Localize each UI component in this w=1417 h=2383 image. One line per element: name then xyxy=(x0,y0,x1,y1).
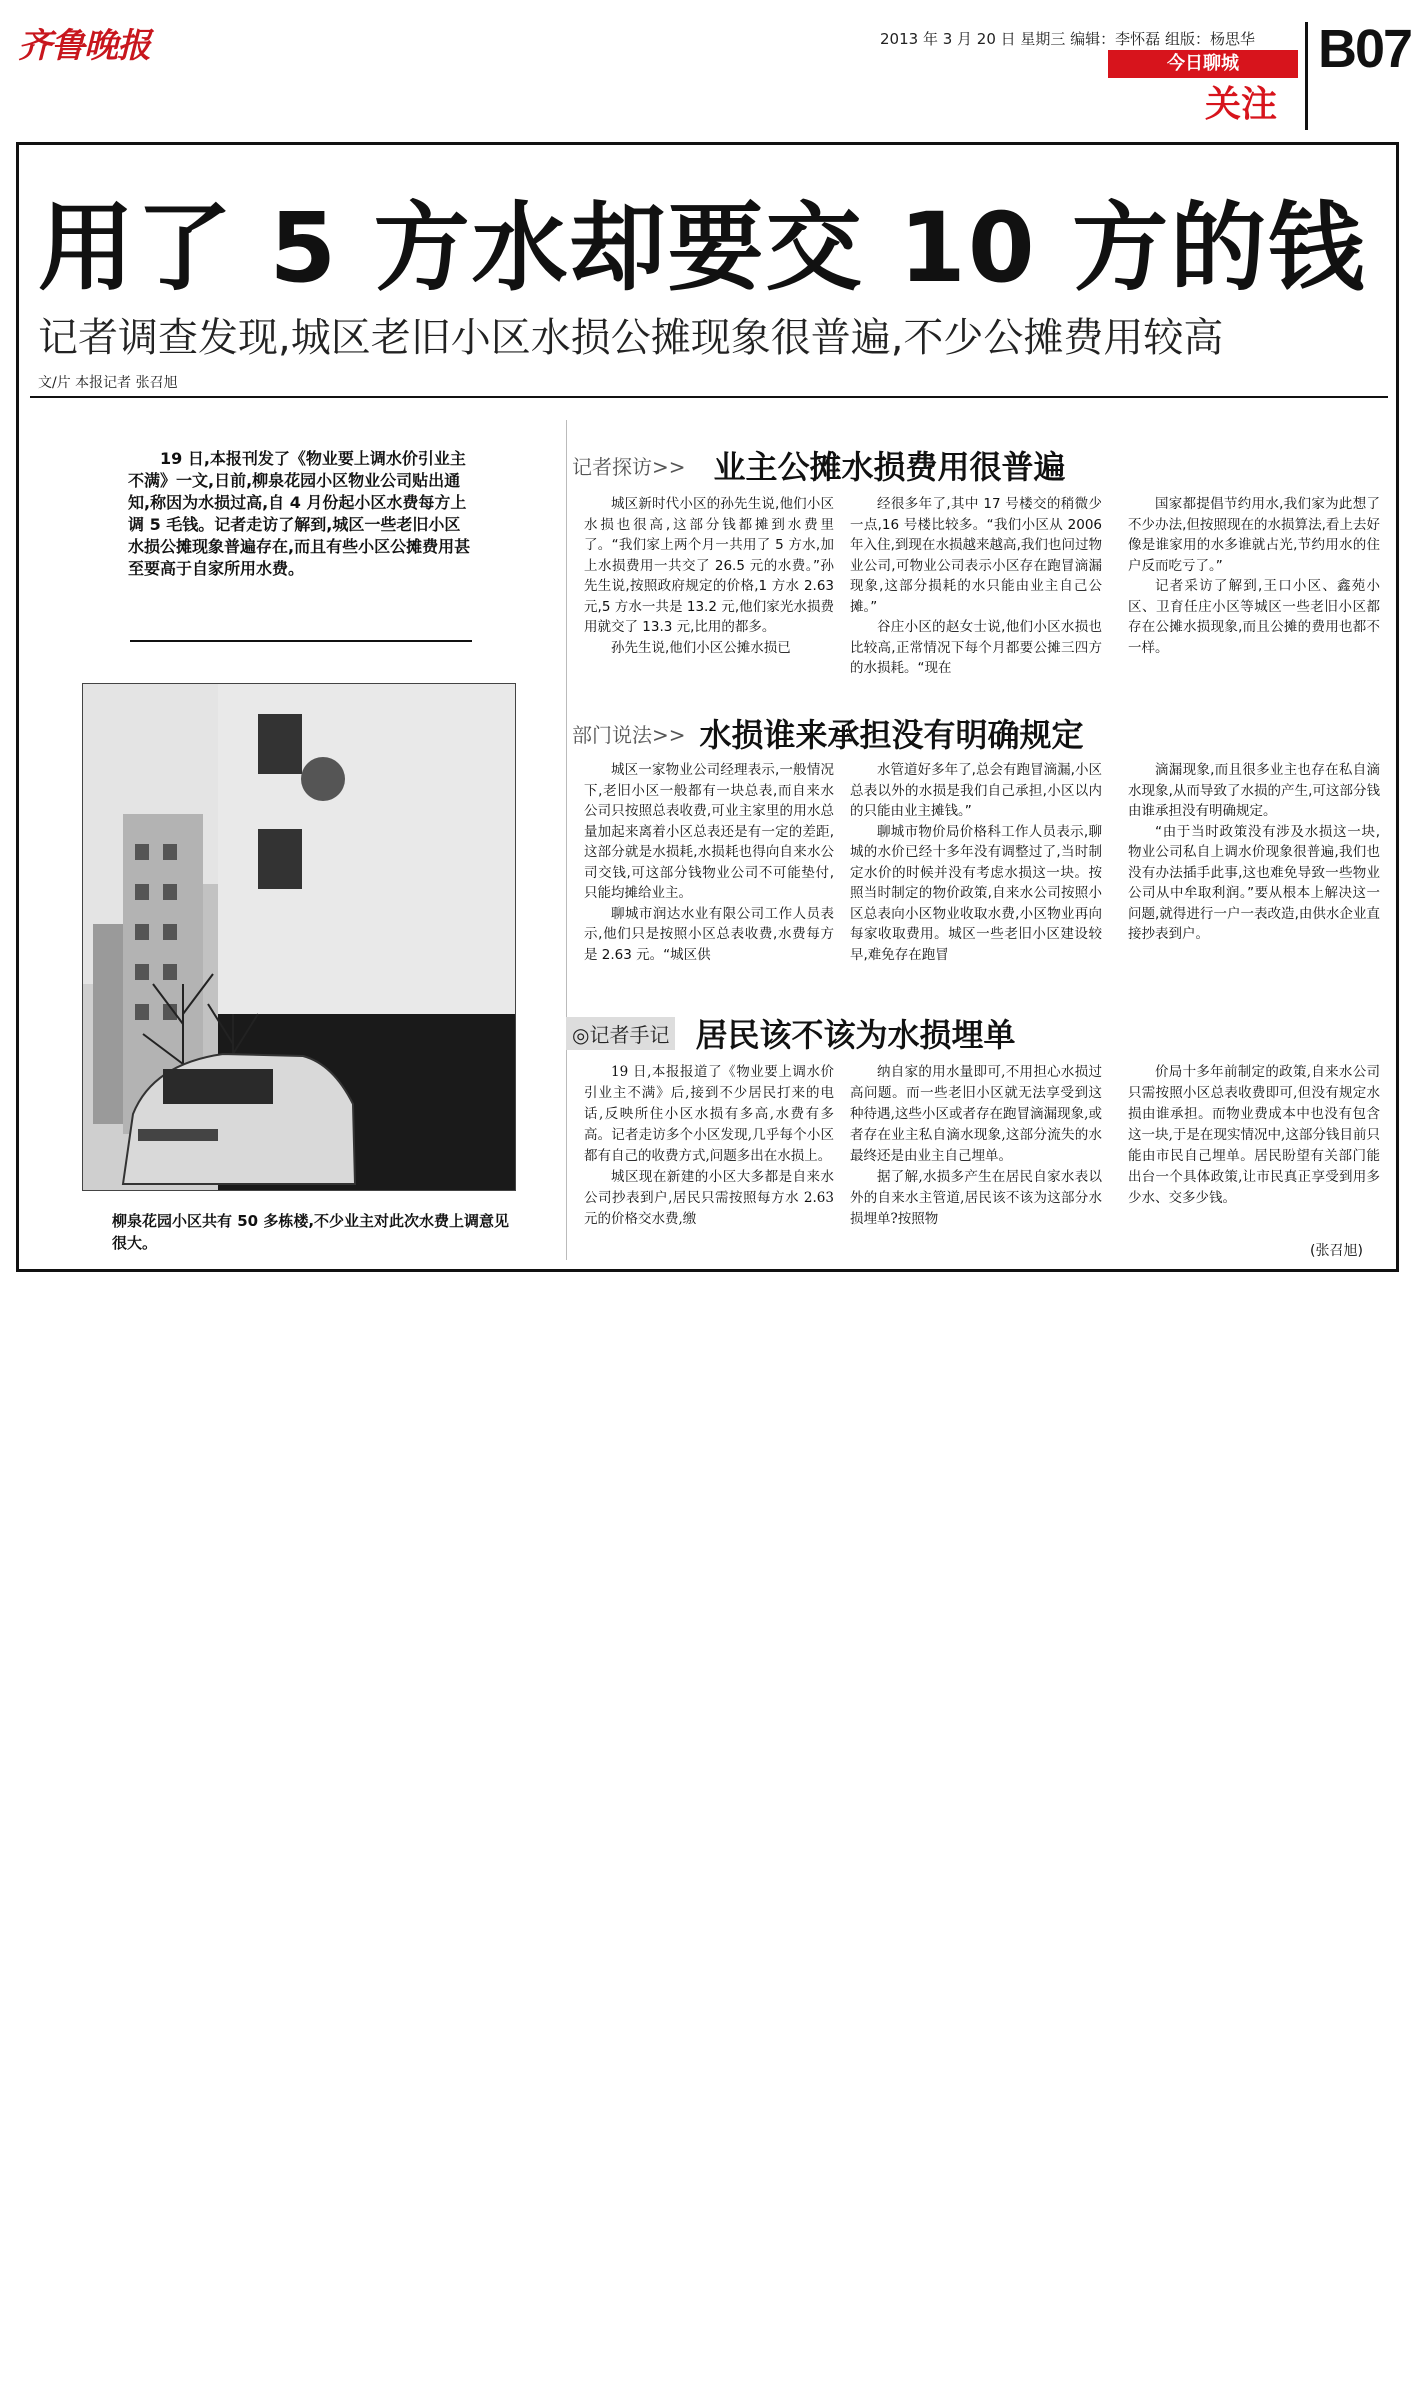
divider xyxy=(1305,22,1308,130)
byline: 文/片 本报记者 张召旭 xyxy=(38,375,178,391)
paragraph: 经很多年了,其中 17 号楼交的稍微少一点,16 号楼比较多。“我们小区从 2006 年入住,到现在水损越来越高,我们也问过物业公司,可物业公司表示小区存在跑冒滴漏现象,这部分损耗的水只能由业主自己公摊。” xyxy=(850,496,1102,615)
article-column xyxy=(584,1062,834,1230)
section-label: 今日聊城 xyxy=(1108,50,1298,78)
section-heading-1 xyxy=(572,442,1066,488)
article-column xyxy=(850,760,1102,965)
paragraph: 记者采访了解到,王口小区、鑫苑小区、卫育任庄小区等城区一些老旧小区都存在公摊水损现象,而且公摊的费用也都不一样。 xyxy=(1128,578,1380,656)
subheadline: 记者调查发现,城区老旧小区水损公摊现象很普遍,不少公摊费用较高 xyxy=(38,315,1224,361)
section-heading-3 xyxy=(566,1010,1015,1056)
section-title: 水损谁来承担没有明确规定 xyxy=(699,716,1084,754)
paragraph: 国家都提倡节约用水,我们家为此想了不少办法,但按照现在的水损算法,看上去好像是谁家用的水多谁就占光,节约用水的住户反而吃亏了。” xyxy=(1128,496,1380,574)
article-column xyxy=(584,494,834,658)
section-heading-2 xyxy=(572,710,1084,756)
article-photo xyxy=(82,683,516,1191)
signoff: (张召旭) xyxy=(1310,1243,1363,1259)
dateline: 2013 年 3 月 20 日 星期三 编辑：李怀磊 组版：杨思华 xyxy=(880,30,1255,48)
paragraph: 据了解,水损多产生在居民自家水表以外的自来水主管道,居民该不该为这部分水损埋单?按照物 xyxy=(850,1169,1102,1227)
section-kicker: 记者探访>> xyxy=(572,454,686,479)
section-kicker: ◎记者手记 xyxy=(566,1017,675,1050)
masthead-logo: 齐鲁晚报 xyxy=(18,26,150,66)
paragraph: 谷庄小区的赵女士说,他们小区水损也比较高,正常情况下每个月都要公摊三四方的水损耗。“现在 xyxy=(850,619,1102,676)
paragraph: 水管道好多年了,总会有跑冒滴漏,小区总表以外的水损是我们自己承担,小区以内的只能由业主摊钱。” xyxy=(850,762,1102,819)
article-column xyxy=(850,1062,1102,1230)
section-title: 居民该不该为水损埋单 xyxy=(695,1016,1016,1054)
building-photo-illustration xyxy=(83,684,515,1190)
photo-caption: 柳泉花园小区共有 50 多栋楼,不少业主对此次水费上调意见很大。 xyxy=(112,1212,510,1252)
article-column xyxy=(850,494,1102,679)
paragraph: 19 日,本报报道了《物业要上调水价引业主不满》后,接到不少居民打来的电话,反映所住小区水损有多高,水费有多高。记者走访多个小区发现,几乎每个小区都有自己的收费方式,问题多出在水损上。 xyxy=(584,1064,834,1164)
article-column xyxy=(584,760,834,965)
divider xyxy=(130,640,472,642)
article-column xyxy=(1128,760,1380,945)
lead-paragraph: 19 日,本报刊发了《物业要上调水价引业主不满》一文,日前,柳泉花园小区物业公司贴出通知,称因为水损过高,自 4 月份起小区水费每方上调 5 毛钱。记者走访了解到,城区一些老旧小区水损公摊现象普遍存在,而且有些小区公摊费用甚至要高于自家所用水费。 xyxy=(128,449,471,578)
paragraph: 城区现在新建的小区大多都是自来水公司抄表到户,居民只需按照每方水 2.63 元的价格交水费,缴 xyxy=(584,1169,834,1227)
section-title: 业主公摊水损费用很普遍 xyxy=(713,448,1066,486)
paragraph: 城区一家物业公司经理表示,一般情况下,老旧小区一般都有一块总表,而自来水公司只按照总表收费,可业主家里的用水总量加起来离着小区总表还是有一定的差距,这部分就是水损耗,水损耗也得向自来水公司交钱,可这部分钱物业公司不可能垫付,只能均摊给业主。 xyxy=(584,762,834,901)
paragraph: 孙先生说,他们小区公摊水损已 xyxy=(611,639,791,656)
paragraph: 价局十多年前制定的政策,自来水公司只需按照小区总表收费即可,但没有规定水损由谁承担。而物业费成本中也没有包含这一块,于是在现实情况中,这部分钱目前只能由市民自己埋单。居民盼望有关部门能出台一个具体政策,让市民真正享受到用多少水、交多少钱。 xyxy=(1128,1064,1380,1206)
column-divider xyxy=(566,420,567,1260)
section-kicker: 部门说法>> xyxy=(572,722,686,747)
headline: 用了 5 方水却要交 10 方的钱 xyxy=(38,192,1367,304)
divider xyxy=(30,396,1388,398)
article-column xyxy=(1128,494,1380,658)
paragraph: 城区新时代小区的孙先生说,他们小区水损也很高,这部分钱都摊到水费里了。“我们家上两个月一共用了 5 方水,加上水损费用一共交了 26.5 元的水费。”孙先生说,按照政府规定的价格,1 方水 2.63 元,5 方水一共是 13.2 元,他们家光水损费用就交了 13.3 元,比用的都多。 xyxy=(584,496,834,635)
article-column xyxy=(1128,1062,1380,1209)
paragraph: 聊城市润达水业有限公司工作人员表示,他们只是按照小区总表收费,水费每方是 2.63 元。“城区供 xyxy=(584,905,834,963)
paragraph: 纳自家的用水量即可,不用担心水损过高问题。而一些老旧小区就无法享受到这种待遇,这些小区或者存在跑冒滴漏现象,或者存在业主私自滴水现象,这部分流失的水最终还是由业主自己埋单。 xyxy=(850,1064,1102,1164)
section-sub: 关注 xyxy=(1205,84,1278,125)
page-number: B07 xyxy=(1318,19,1412,79)
paragraph: 聊城市物价局价格科工作人员表示,聊城的水价已经十多年没有调整过了,当时制定水价的时候并没有考虑水损这一块。按照当时制定的物价政策,自来水公司按照小区总表向小区物业收取水费,小区物业再向每家收取费用。城区一些老旧小区建设较早,难免存在跑冒 xyxy=(850,823,1102,963)
paragraph: “由于当时政策没有涉及水损这一块,物业公司私自上调水价现象很普遍,我们也没有办法插手此事,这也难免导致一些物业公司从中牟取利润。”要从根本上解决这一问题,就得进行一户一表改造,由供水企业直接抄表到户。 xyxy=(1128,823,1380,942)
paragraph: 滴漏现象,而且很多业主也存在私自滴水现象,从而导致了水损的产生,可这部分钱由谁承担没有明确规定。 xyxy=(1128,762,1380,819)
